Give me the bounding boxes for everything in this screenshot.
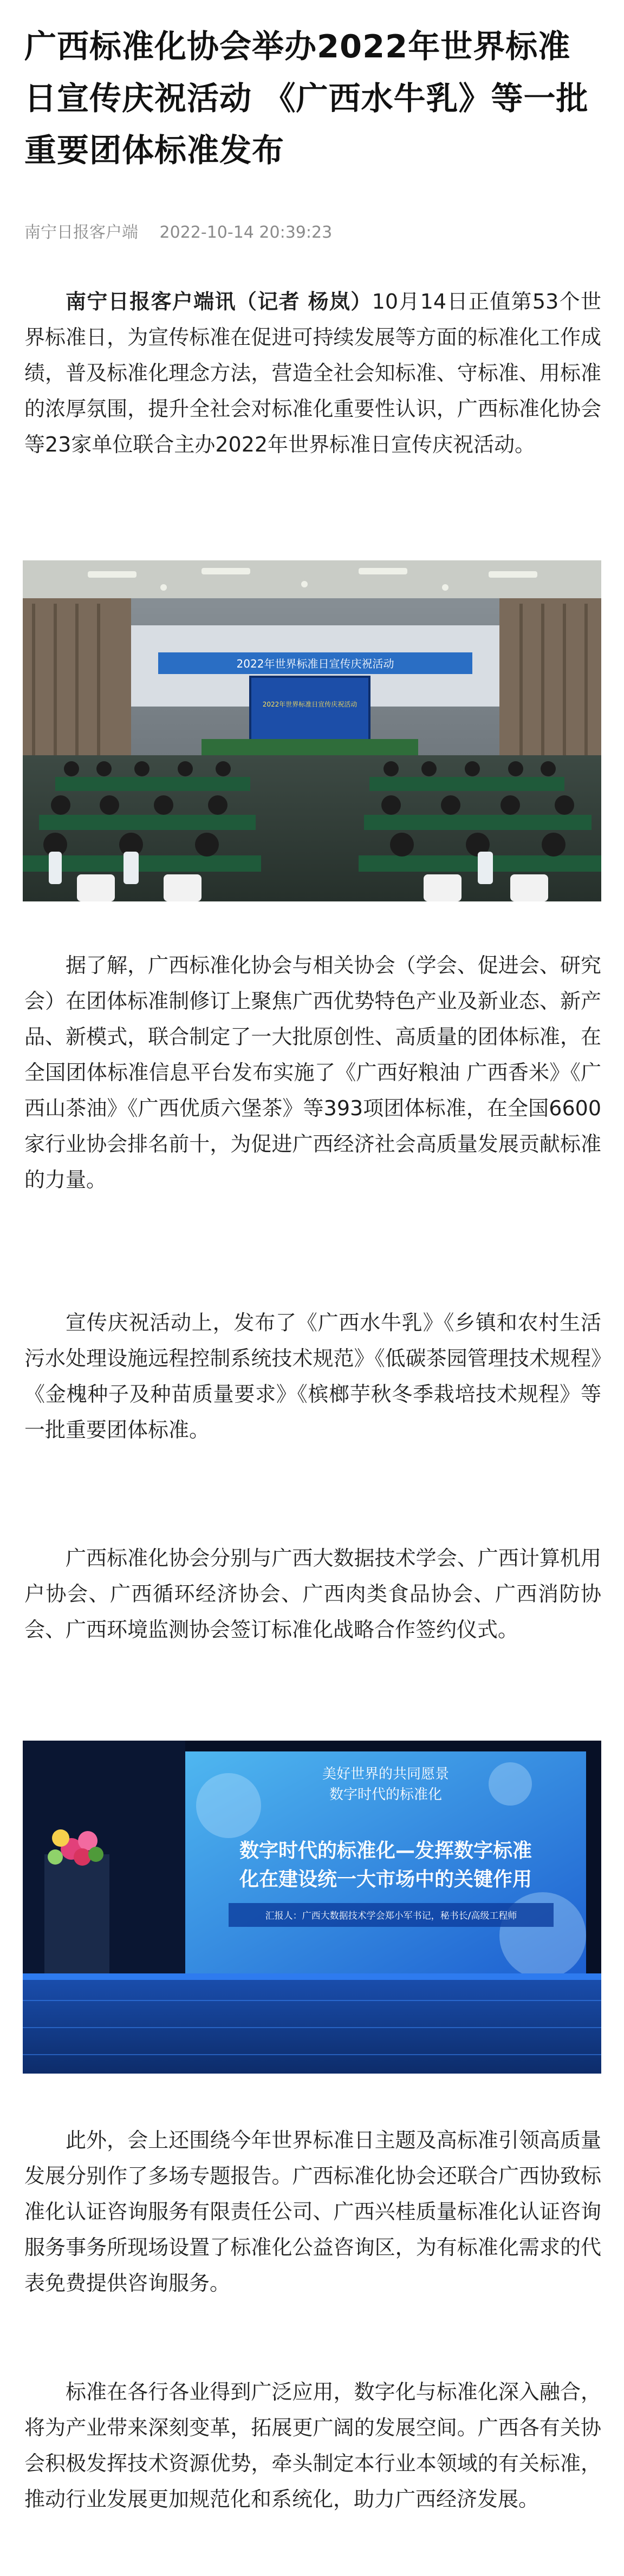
paragraph-1-text: 10月14日正值第53个世界标准日，为宣传标准在促进可持续发展等方面的标准化工作成绩，普及标准化理念方法，营造全社会知标准、守标准、用标准的浓厚氛围，提升全社会对标准化重要性认识，广西标准化协会等23家单位联合主办2022年世界标准日宣传庆祝活动。 [24, 290, 601, 456]
publish-time: 2022-10-14 20:39:23 [159, 223, 333, 242]
hall-banner-text: 2022年世界标准日宣传庆祝活动 [236, 657, 394, 670]
lead-byline: 南宁日报客户端讯（记者 杨岚） [66, 290, 372, 313]
article-meta [24, 222, 348, 244]
screen-top-line-2: 数字时代的标准化 [329, 1787, 443, 1803]
projection-screen [250, 677, 369, 744]
projection-screen-text: 2022年世界标准日宣传庆祝活动 [262, 701, 358, 708]
source-label[interactable]: 南宁日报客户端 [24, 223, 138, 242]
conference-hall-photo[interactable] [23, 560, 601, 901]
paragraph-5: 此外，会上还围绕今年世界标准日主题及高标准引领高质量发展分别作了多场专题报告。广西标准化协会还联合广西协致标准化认证咨询服务有限责任公司、广西兴桂质量标准化认证咨询服务事务所现场设置了标准化公益咨询区，为有标准化需求的代表免费提供咨询服务。 [24, 2128, 601, 2295]
stage-presentation-photo[interactable] [23, 1741, 601, 2074]
slide-reporter: 汇报人：广西大数据技术学会郑小军书记，秘书长/高级工程师 [265, 1911, 517, 1921]
slide-title-line-1: 数字时代的标准化—发挥数字标准 [239, 1840, 532, 1862]
paragraph-3: 宣传庆祝活动上，发布了《广西水牛乳》《乡镇和农村生活污水处理设施远程控制系统技术规范》《低碳茶园管理技术规程》《金槐种子及种苗质量要求》《槟榔芋秋冬季栽培技术规程》等一批重要团体标准。 [24, 1311, 601, 1442]
screen-top-line-1: 美好世界的共同愿景 [322, 1766, 450, 1782]
paragraph-6: 标准在各行各业得到广泛应用，数字化与标准化深入融合，将为产业带来深刻变革，拓展更广阔的发展空间。广西各有关协会积极发挥技术资源优势，牵头制定本行业本领域的有关标准，推动行业发展更加规范化和系统化，助力广西经济发展。 [24, 2380, 601, 2511]
paragraph-2: 据了解，广西标准化协会与相关协会（学会、促进会、研究会）在团体标准制修订上聚焦广西优势特色产业及新业态、新产品、新模式，联合制定了一大批原创性、高质量的团体标准，在全国团体标准信息平台发布实施了《广西好粮油 广西香米》《广西山茶油》《广西优质六堡茶》等393项团体标准，在全国6600家行业协会排名前十，为促进广西经济社会高质量发展贡献标准的力量。 [24, 953, 601, 1192]
slide-title-line-2: 化在建设统一大市场中的关键作用 [239, 1868, 532, 1891]
paragraph-4: 广西标准化协会分别与广西大数据技术学会、广西计算机用户协会、广西循环经济协会、广西肉类食品协会、广西消防协会、广西环境监测协会签订标准化战略合作签约仪式。 [24, 1546, 601, 1642]
paragraph-1 [24, 284, 601, 462]
article-title: 广西标准化协会举办2022年世界标准日宣传庆祝活动 《广西水牛乳》等一批重要团体标准发布 [24, 28, 589, 169]
